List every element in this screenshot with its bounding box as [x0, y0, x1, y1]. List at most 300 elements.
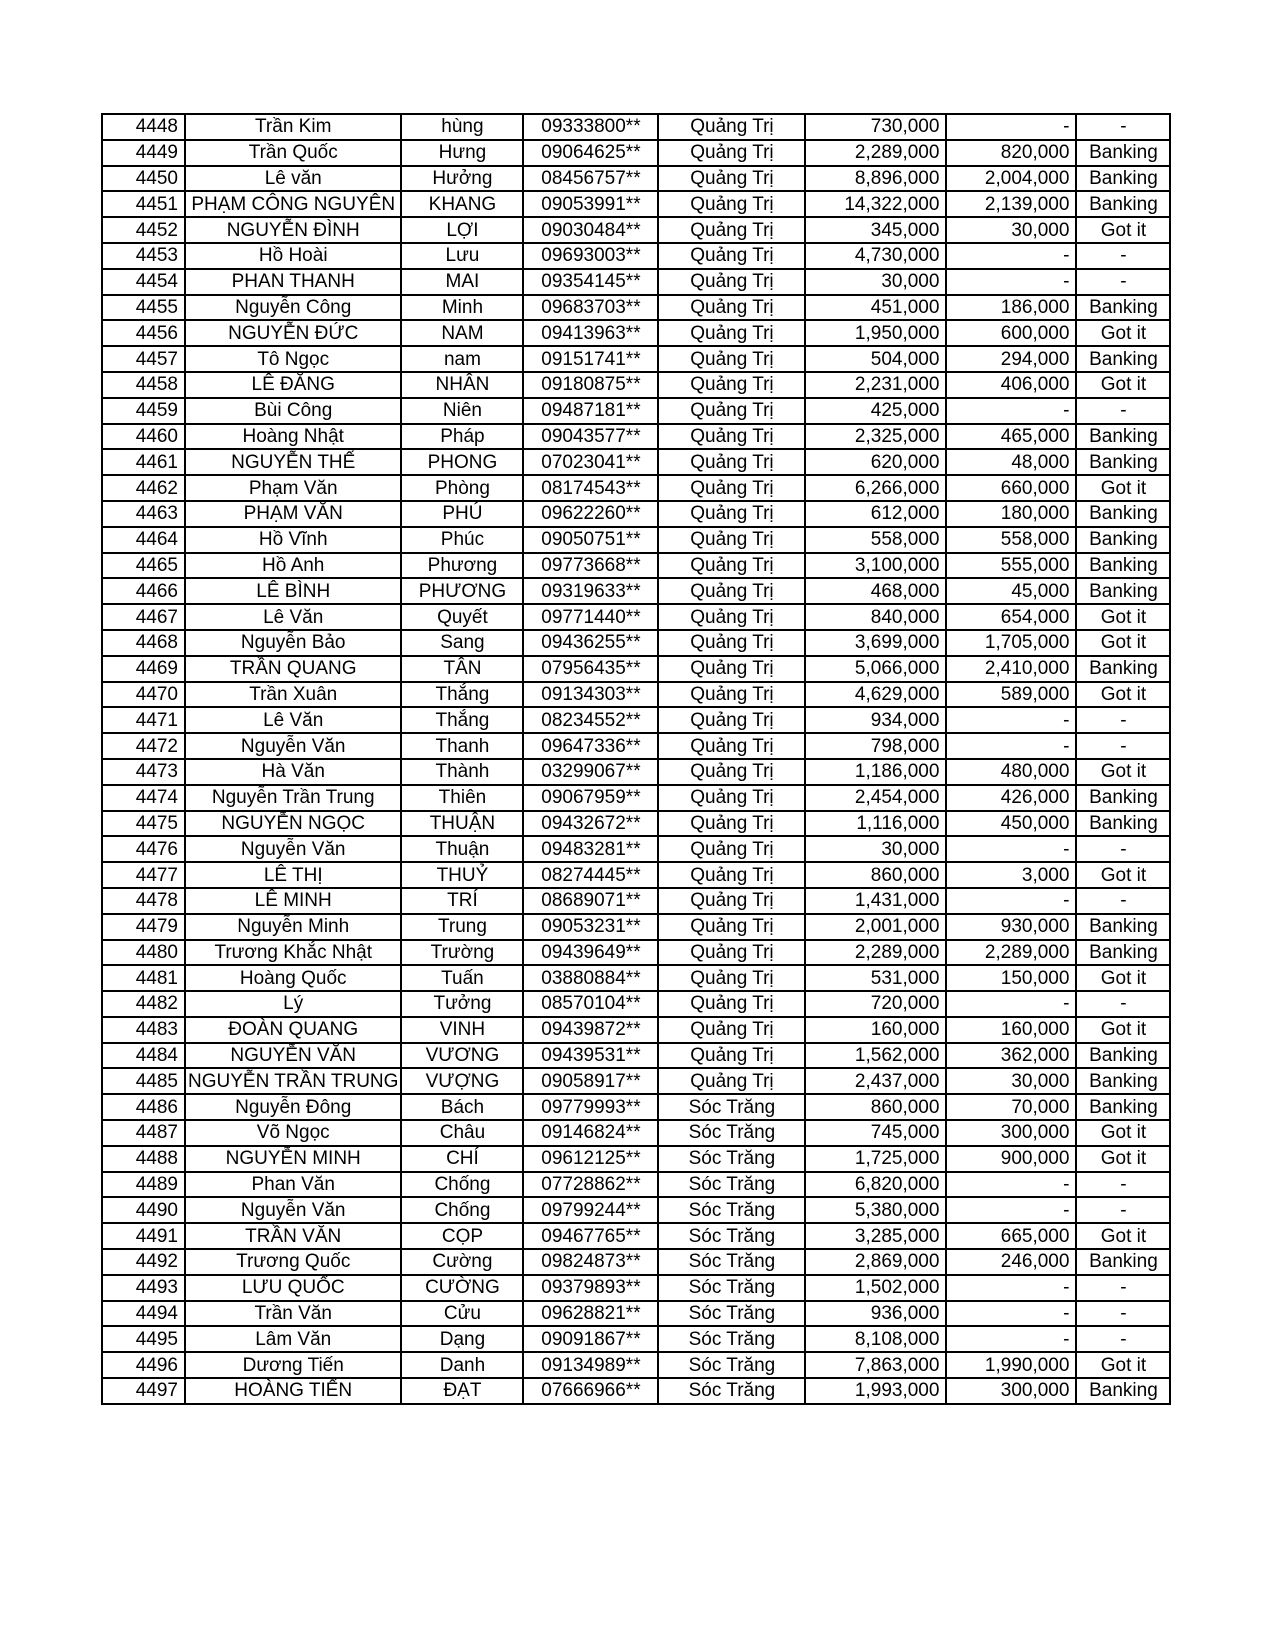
phone-cell: 09134303** — [523, 682, 658, 708]
table-row — [102, 269, 1170, 295]
first-name-cell: ĐẠT — [401, 1378, 523, 1404]
last-name-cell: Lê Văn — [185, 707, 401, 733]
first-name-cell: Thanh — [401, 733, 523, 759]
row-id-cell: 4483 — [102, 1017, 185, 1043]
first-name-cell: CỌP — [401, 1223, 523, 1249]
province-cell: Quảng Trị — [658, 140, 805, 166]
payment-method-cell: Got it — [1076, 1120, 1170, 1146]
first-name-cell: Châu — [401, 1120, 523, 1146]
last-name-cell: Võ Ngọc — [185, 1120, 401, 1146]
paid-amount-cell: - — [946, 707, 1076, 733]
paid-amount-cell: - — [946, 1275, 1076, 1301]
first-name-cell: VƯƠNG — [401, 1043, 523, 1069]
payment-method-cell: - — [1076, 1275, 1170, 1301]
row-id-cell: 4487 — [102, 1120, 185, 1146]
payment-method-cell: - — [1076, 836, 1170, 862]
table-row — [102, 1301, 1170, 1327]
row-id-cell: 4458 — [102, 372, 185, 398]
paid-amount-cell: 654,000 — [946, 604, 1076, 630]
first-name-cell: nam — [401, 346, 523, 372]
amount-cell: 30,000 — [805, 836, 946, 862]
payment-method-cell: Got it — [1076, 1146, 1170, 1172]
last-name-cell: PHẠM VĂN — [185, 501, 401, 527]
first-name-cell: Phòng — [401, 475, 523, 501]
paid-amount-cell: 660,000 — [946, 475, 1076, 501]
paid-amount-cell: 600,000 — [946, 320, 1076, 346]
paid-amount-cell: 186,000 — [946, 295, 1076, 321]
table-row — [102, 862, 1170, 888]
last-name-cell: Hà Văn — [185, 759, 401, 785]
last-name-cell: Nguyễn Văn — [185, 1197, 401, 1223]
province-cell: Sóc Trăng — [658, 1275, 805, 1301]
phone-cell: 09053231** — [523, 914, 658, 940]
row-id-cell: 4450 — [102, 166, 185, 192]
amount-cell: 4,730,000 — [805, 243, 946, 269]
last-name-cell: Lê Văn — [185, 604, 401, 630]
amount-cell: 3,285,000 — [805, 1223, 946, 1249]
province-cell: Quảng Trị — [658, 785, 805, 811]
payment-method-cell: Got it — [1076, 630, 1170, 656]
amount-cell: 798,000 — [805, 733, 946, 759]
table-row — [102, 1197, 1170, 1223]
row-id-cell: 4462 — [102, 475, 185, 501]
phone-cell: 09319633** — [523, 578, 658, 604]
phone-cell: 09683703** — [523, 295, 658, 321]
table-row — [102, 1094, 1170, 1120]
payment-method-cell: Banking — [1076, 656, 1170, 682]
payment-method-cell: Banking — [1076, 914, 1170, 940]
first-name-cell: Sang — [401, 630, 523, 656]
last-name-cell: LÊ THỊ — [185, 862, 401, 888]
row-id-cell: 4495 — [102, 1326, 185, 1352]
paid-amount-cell: 1,705,000 — [946, 630, 1076, 656]
province-cell: Quảng Trị — [658, 888, 805, 914]
amount-cell: 504,000 — [805, 346, 946, 372]
payment-method-cell: - — [1076, 733, 1170, 759]
last-name-cell: Nguyễn Công — [185, 295, 401, 321]
row-id-cell: 4488 — [102, 1146, 185, 1172]
paid-amount-cell: 2,289,000 — [946, 940, 1076, 966]
paid-amount-cell: - — [946, 1172, 1076, 1198]
row-id-cell: 4490 — [102, 1197, 185, 1223]
first-name-cell: VƯỢNG — [401, 1068, 523, 1094]
phone-cell: 09333800** — [523, 114, 658, 140]
table-row — [102, 707, 1170, 733]
amount-cell: 4,629,000 — [805, 682, 946, 708]
phone-cell: 09487181** — [523, 398, 658, 424]
payment-method-cell: Banking — [1076, 501, 1170, 527]
table-row — [102, 243, 1170, 269]
amount-cell: 934,000 — [805, 707, 946, 733]
row-id-cell: 4491 — [102, 1223, 185, 1249]
first-name-cell: Dạng — [401, 1326, 523, 1352]
table-row — [102, 656, 1170, 682]
amount-cell: 612,000 — [805, 501, 946, 527]
paid-amount-cell: 558,000 — [946, 527, 1076, 553]
last-name-cell: NGUYỄN ĐỨC — [185, 320, 401, 346]
table-row — [102, 1326, 1170, 1352]
phone-cell: 09693003** — [523, 243, 658, 269]
province-cell: Quảng Trị — [658, 398, 805, 424]
province-cell: Sóc Trăng — [658, 1249, 805, 1275]
phone-cell: 09151741** — [523, 346, 658, 372]
payment-method-cell: Banking — [1076, 1068, 1170, 1094]
payment-method-cell: Got it — [1076, 475, 1170, 501]
last-name-cell: Phan Văn — [185, 1172, 401, 1198]
table-row — [102, 733, 1170, 759]
province-cell: Quảng Trị — [658, 424, 805, 450]
last-name-cell: Nguyễn Trần Trung — [185, 785, 401, 811]
payment-method-cell: Banking — [1076, 553, 1170, 579]
amount-cell: 2,231,000 — [805, 372, 946, 398]
paid-amount-cell: - — [946, 836, 1076, 862]
table-row — [102, 191, 1170, 217]
phone-cell: 09134989** — [523, 1352, 658, 1378]
province-cell: Quảng Trị — [658, 217, 805, 243]
province-cell: Quảng Trị — [658, 707, 805, 733]
first-name-cell: hùng — [401, 114, 523, 140]
row-id-cell: 4482 — [102, 991, 185, 1017]
paid-amount-cell: 555,000 — [946, 553, 1076, 579]
payment-method-cell: - — [1076, 707, 1170, 733]
phone-cell: 09612125** — [523, 1146, 658, 1172]
row-id-cell: 4489 — [102, 1172, 185, 1198]
first-name-cell: CƯỜNG — [401, 1275, 523, 1301]
province-cell: Quảng Trị — [658, 372, 805, 398]
province-cell: Quảng Trị — [658, 295, 805, 321]
payment-method-cell: Banking — [1076, 166, 1170, 192]
row-id-cell: 4479 — [102, 914, 185, 940]
table-row — [102, 1352, 1170, 1378]
paid-amount-cell: 450,000 — [946, 811, 1076, 837]
last-name-cell: Lê văn — [185, 166, 401, 192]
first-name-cell: Hưởng — [401, 166, 523, 192]
table-row — [102, 1120, 1170, 1146]
amount-cell: 345,000 — [805, 217, 946, 243]
payment-method-cell: Got it — [1076, 759, 1170, 785]
paid-amount-cell: - — [946, 991, 1076, 1017]
payment-method-cell: Banking — [1076, 1378, 1170, 1404]
last-name-cell: NGUYỄN TRẦN TRUNG — [185, 1068, 401, 1094]
payment-method-cell: Got it — [1076, 682, 1170, 708]
table-body — [102, 114, 1170, 1404]
last-name-cell: NGUYỄN THẾ — [185, 449, 401, 475]
first-name-cell: Thuận — [401, 836, 523, 862]
province-cell: Quảng Trị — [658, 656, 805, 682]
amount-cell: 1,116,000 — [805, 811, 946, 837]
province-cell: Quảng Trị — [658, 449, 805, 475]
table-row — [102, 785, 1170, 811]
phone-cell: 09799244** — [523, 1197, 658, 1223]
payment-method-cell: Banking — [1076, 940, 1170, 966]
amount-cell: 451,000 — [805, 295, 946, 321]
amount-cell: 860,000 — [805, 1094, 946, 1120]
phone-cell: 09413963** — [523, 320, 658, 346]
row-id-cell: 4468 — [102, 630, 185, 656]
table-row — [102, 1068, 1170, 1094]
first-name-cell: TRÍ — [401, 888, 523, 914]
paid-amount-cell: - — [946, 888, 1076, 914]
row-id-cell: 4451 — [102, 191, 185, 217]
table-row — [102, 991, 1170, 1017]
phone-cell: 09439649** — [523, 940, 658, 966]
paid-amount-cell: 45,000 — [946, 578, 1076, 604]
row-id-cell: 4449 — [102, 140, 185, 166]
amount-cell: 2,437,000 — [805, 1068, 946, 1094]
row-id-cell: 4471 — [102, 707, 185, 733]
payment-method-cell: Got it — [1076, 320, 1170, 346]
paid-amount-cell: - — [946, 398, 1076, 424]
amount-cell: 1,950,000 — [805, 320, 946, 346]
payment-method-cell: Got it — [1076, 862, 1170, 888]
last-name-cell: Nguyễn Đông — [185, 1094, 401, 1120]
paid-amount-cell: 900,000 — [946, 1146, 1076, 1172]
payment-method-cell: - — [1076, 1326, 1170, 1352]
last-name-cell: Nguyễn Văn — [185, 733, 401, 759]
phone-cell: 09354145** — [523, 269, 658, 295]
phone-cell: 09483281** — [523, 836, 658, 862]
table-row — [102, 1275, 1170, 1301]
last-name-cell: NGUYỄN ĐÌNH — [185, 217, 401, 243]
phone-cell: 09050751** — [523, 527, 658, 553]
payment-method-cell: Banking — [1076, 1094, 1170, 1120]
row-id-cell: 4454 — [102, 269, 185, 295]
payment-method-cell: Got it — [1076, 604, 1170, 630]
amount-cell: 8,108,000 — [805, 1326, 946, 1352]
amount-cell: 7,863,000 — [805, 1352, 946, 1378]
payment-method-cell: Got it — [1076, 217, 1170, 243]
first-name-cell: Thắng — [401, 707, 523, 733]
row-id-cell: 4455 — [102, 295, 185, 321]
table-row — [102, 1378, 1170, 1404]
last-name-cell: LÊ ĐĂNG — [185, 372, 401, 398]
province-cell: Quảng Trị — [658, 191, 805, 217]
first-name-cell: Niên — [401, 398, 523, 424]
row-id-cell: 4470 — [102, 682, 185, 708]
first-name-cell: LỢI — [401, 217, 523, 243]
row-id-cell: 4472 — [102, 733, 185, 759]
row-id-cell: 4448 — [102, 114, 185, 140]
phone-cell: 09773668** — [523, 553, 658, 579]
province-cell: Quảng Trị — [658, 320, 805, 346]
payment-method-cell: Banking — [1076, 424, 1170, 450]
table-row — [102, 578, 1170, 604]
last-name-cell: TRẦN VĂN — [185, 1223, 401, 1249]
last-name-cell: NGUYỄN MINH — [185, 1146, 401, 1172]
table-row — [102, 759, 1170, 785]
last-name-cell: Bùi Công — [185, 398, 401, 424]
first-name-cell: PHÚ — [401, 501, 523, 527]
phone-cell: 09824873** — [523, 1249, 658, 1275]
province-cell: Quảng Trị — [658, 1017, 805, 1043]
last-name-cell: Hồ Hoài — [185, 243, 401, 269]
table-row — [102, 475, 1170, 501]
table-row — [102, 914, 1170, 940]
phone-cell: 09439531** — [523, 1043, 658, 1069]
first-name-cell: NAM — [401, 320, 523, 346]
table-row — [102, 166, 1170, 192]
payment-method-cell: - — [1076, 888, 1170, 914]
row-id-cell: 4484 — [102, 1043, 185, 1069]
last-name-cell: Trương Khắc Nhật — [185, 940, 401, 966]
province-cell: Quảng Trị — [658, 553, 805, 579]
table-row — [102, 346, 1170, 372]
last-name-cell: LÊ MINH — [185, 888, 401, 914]
last-name-cell: Trần Kim — [185, 114, 401, 140]
province-cell: Quảng Trị — [658, 759, 805, 785]
last-name-cell: NGUYỄN VĂN — [185, 1043, 401, 1069]
phone-cell: 08234552** — [523, 707, 658, 733]
row-id-cell: 4480 — [102, 940, 185, 966]
table-row — [102, 682, 1170, 708]
first-name-cell: THUỶ — [401, 862, 523, 888]
paid-amount-cell: 406,000 — [946, 372, 1076, 398]
paid-amount-cell: - — [946, 1197, 1076, 1223]
last-name-cell: PHẠM CÔNG NGUYÊN — [185, 191, 401, 217]
paid-amount-cell: 294,000 — [946, 346, 1076, 372]
province-cell: Quảng Trị — [658, 578, 805, 604]
table-row — [102, 295, 1170, 321]
amount-cell: 2,289,000 — [805, 140, 946, 166]
table-row — [102, 553, 1170, 579]
row-id-cell: 4467 — [102, 604, 185, 630]
phone-cell: 08456757** — [523, 166, 658, 192]
row-id-cell: 4474 — [102, 785, 185, 811]
row-id-cell: 4492 — [102, 1249, 185, 1275]
row-id-cell: 4481 — [102, 965, 185, 991]
payment-method-cell: Got it — [1076, 965, 1170, 991]
paid-amount-cell: 300,000 — [946, 1120, 1076, 1146]
province-cell: Quảng Trị — [658, 166, 805, 192]
amount-cell: 6,820,000 — [805, 1172, 946, 1198]
paid-amount-cell: 589,000 — [946, 682, 1076, 708]
phone-cell: 08274445** — [523, 862, 658, 888]
amount-cell: 160,000 — [805, 1017, 946, 1043]
first-name-cell: Lưu — [401, 243, 523, 269]
paid-amount-cell: - — [946, 114, 1076, 140]
paid-amount-cell: 820,000 — [946, 140, 1076, 166]
first-name-cell: MAI — [401, 269, 523, 295]
province-cell: Quảng Trị — [658, 682, 805, 708]
province-cell: Quảng Trị — [658, 243, 805, 269]
amount-cell: 1,993,000 — [805, 1378, 946, 1404]
row-id-cell: 4463 — [102, 501, 185, 527]
phone-cell: 08174543** — [523, 475, 658, 501]
amount-cell: 1,562,000 — [805, 1043, 946, 1069]
province-cell: Sóc Trăng — [658, 1352, 805, 1378]
amount-cell: 558,000 — [805, 527, 946, 553]
phone-cell: 09067959** — [523, 785, 658, 811]
row-id-cell: 4475 — [102, 811, 185, 837]
payment-method-cell: - — [1076, 991, 1170, 1017]
amount-cell: 1,725,000 — [805, 1146, 946, 1172]
table-row — [102, 424, 1170, 450]
table-row — [102, 940, 1170, 966]
paid-amount-cell: 426,000 — [946, 785, 1076, 811]
phone-cell: 07023041** — [523, 449, 658, 475]
amount-cell: 936,000 — [805, 1301, 946, 1327]
province-cell: Quảng Trị — [658, 1068, 805, 1094]
province-cell: Sóc Trăng — [658, 1378, 805, 1404]
first-name-cell: Phương — [401, 553, 523, 579]
first-name-cell: Thành — [401, 759, 523, 785]
paid-amount-cell: 70,000 — [946, 1094, 1076, 1120]
table-row — [102, 1249, 1170, 1275]
last-name-cell: Nguyễn Văn — [185, 836, 401, 862]
paid-amount-cell: 180,000 — [946, 501, 1076, 527]
province-cell: Sóc Trăng — [658, 1197, 805, 1223]
paid-amount-cell: 2,004,000 — [946, 166, 1076, 192]
last-name-cell: Trương Quốc — [185, 1249, 401, 1275]
table-row — [102, 811, 1170, 837]
first-name-cell: Bách — [401, 1094, 523, 1120]
paid-amount-cell: - — [946, 733, 1076, 759]
paid-amount-cell: 30,000 — [946, 1068, 1076, 1094]
row-id-cell: 4452 — [102, 217, 185, 243]
table-row — [102, 320, 1170, 346]
row-id-cell: 4496 — [102, 1352, 185, 1378]
phone-cell: 09180875** — [523, 372, 658, 398]
amount-cell: 5,380,000 — [805, 1197, 946, 1223]
first-name-cell: Quyết — [401, 604, 523, 630]
province-cell: Sóc Trăng — [658, 1223, 805, 1249]
phone-cell: 03880884** — [523, 965, 658, 991]
phone-cell: 09053991** — [523, 191, 658, 217]
payment-method-cell: Got it — [1076, 1223, 1170, 1249]
row-id-cell: 4465 — [102, 553, 185, 579]
first-name-cell: Cường — [401, 1249, 523, 1275]
province-cell: Quảng Trị — [658, 346, 805, 372]
first-name-cell: Pháp — [401, 424, 523, 450]
province-cell: Quảng Trị — [658, 501, 805, 527]
province-cell: Sóc Trăng — [658, 1146, 805, 1172]
amount-cell: 468,000 — [805, 578, 946, 604]
first-name-cell: VINH — [401, 1017, 523, 1043]
table-row — [102, 1017, 1170, 1043]
phone-cell: 07666966** — [523, 1378, 658, 1404]
phone-cell: 08570104** — [523, 991, 658, 1017]
first-name-cell: Thắng — [401, 682, 523, 708]
first-name-cell: Tưởng — [401, 991, 523, 1017]
province-cell: Quảng Trị — [658, 862, 805, 888]
payment-method-cell: Banking — [1076, 785, 1170, 811]
province-cell: Quảng Trị — [658, 991, 805, 1017]
table-row — [102, 372, 1170, 398]
payment-method-cell: Banking — [1076, 191, 1170, 217]
row-id-cell: 4469 — [102, 656, 185, 682]
table-row — [102, 836, 1170, 862]
first-name-cell: THUẬN — [401, 811, 523, 837]
table-row — [102, 1043, 1170, 1069]
table-row — [102, 501, 1170, 527]
amount-cell: 1,186,000 — [805, 759, 946, 785]
payment-method-cell: - — [1076, 114, 1170, 140]
row-id-cell: 4464 — [102, 527, 185, 553]
table-row — [102, 114, 1170, 140]
row-id-cell: 4457 — [102, 346, 185, 372]
row-id-cell: 4493 — [102, 1275, 185, 1301]
last-name-cell: Hồ Vĩnh — [185, 527, 401, 553]
province-cell: Quảng Trị — [658, 475, 805, 501]
last-name-cell: Trần Quốc — [185, 140, 401, 166]
amount-cell: 3,100,000 — [805, 553, 946, 579]
paid-amount-cell: 150,000 — [946, 965, 1076, 991]
province-cell: Sóc Trăng — [658, 1326, 805, 1352]
paid-amount-cell: 1,990,000 — [946, 1352, 1076, 1378]
table-row — [102, 398, 1170, 424]
last-name-cell: LÊ BÌNH — [185, 578, 401, 604]
row-id-cell: 4466 — [102, 578, 185, 604]
